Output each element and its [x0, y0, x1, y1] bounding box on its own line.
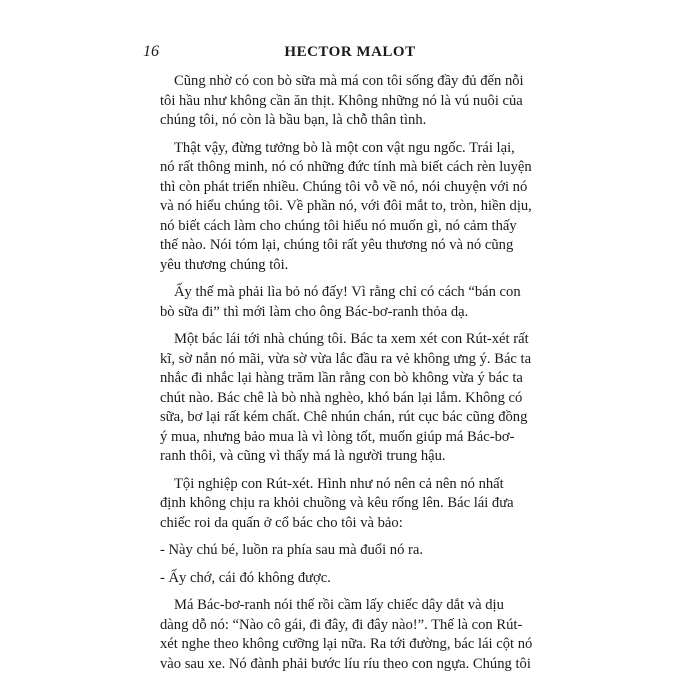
text-line: Một bác lái tới nhà chúng tôi. Bác ta xem xét con Rút-xét rất	[174, 331, 529, 347]
text-line: Thật vậy, đừng tưởng bò là một con vật ngu ngốc. Trái lại,	[174, 139, 515, 156]
dialogue-line	[160, 569, 548, 589]
text-line: - Này chú bé, luồn ra phía sau mà đuổi nó ra.	[160, 542, 424, 558]
text-line: nó biết cách làm cho chúng tôi hiểu nó muốn gì, nó cảm thấy	[160, 217, 517, 234]
text-line: dàng dỗ nó: “Nào cô gái, đi đây, đi đây nào!”. Thế là con Rút-	[160, 616, 523, 633]
dialogue-line	[160, 541, 548, 561]
paragraph	[160, 139, 548, 276]
text-line: sữa, bơ lại rất kém chất. Chê nhún chán, rút cục bác cũng đồng	[160, 409, 528, 425]
text-line: Tội nghiệp con Rút-xét. Hình như nó nên cả nên nó nhất	[174, 475, 504, 492]
text-line: ranh thôi, và cũng vì thấy má là người trung hậu.	[160, 448, 446, 464]
text-line: - Ấy chớ, cái đó không được.	[160, 569, 331, 586]
text-line: và nó hiểu chúng tôi. Về phần nó, với đôi mắt to, tròn, hiền dịu,	[160, 198, 532, 214]
text-line: nhắc đi nhắc lại hàng trăm lần rằng con bò không vừa ý bác ta	[160, 370, 523, 386]
text-line: chúng tôi, nó còn là bầu bạn, là chỗ thân tình.	[160, 112, 427, 128]
text-line: tôi hầu như không cần ăn thịt. Không những nó là vú nuôi của	[160, 92, 523, 109]
text-line: yêu thương chúng tôi.	[160, 256, 289, 273]
text-line: xét nghe theo không cưỡng lại nữa. Ra tới đường, bác lái cột nó	[160, 636, 533, 652]
text-line: chút nào. Bác chê là bò nhà nghèo, khó bán lại lắm. Không có	[160, 389, 523, 406]
paragraph	[160, 330, 548, 467]
text-line: ý mua, nhưng bảo mua là vì lòng tốt, muốn giúp má Bác-bơ-	[160, 428, 515, 445]
page-number: 16	[143, 43, 159, 60]
text-line: bò sữa đi” thì mới làm cho ông Bác-bơ-ranh thỏa dạ.	[160, 303, 469, 320]
text-line: thế nào. Nói tóm lại, chúng tôi rất yêu thương nó và nó cũng	[160, 237, 514, 253]
text-line: kĩ, sờ nắn nó mãi, vừa sờ vừa lắc đầu ra vẻ không ưng ý. Bác ta	[160, 350, 532, 367]
paragraph	[160, 283, 548, 322]
paragraph	[160, 72, 548, 131]
paragraph	[160, 475, 548, 534]
page-header	[143, 42, 557, 62]
text-line: chiếc roi da quấn ở cổ bác cho tôi và bảo:	[160, 514, 403, 531]
text-line: Ấy thế mà phải lìa bỏ nó đấy! Vì rằng chỉ có cách “bán con	[174, 284, 521, 300]
paragraph	[160, 596, 548, 674]
running-title: HECTOR MALOT	[284, 44, 416, 60]
body-text	[160, 72, 548, 682]
text-line: nó rất thông minh, nó có những đức tính mà biết cách rèn luyện	[160, 159, 532, 175]
text-line: vào sau xe. Nó đành phải bước líu ríu theo con ngựa. Chúng tôi	[160, 655, 531, 672]
text-line: định không chịu ra khỏi chuồng và kêu rống lên. Bác lái đưa	[160, 495, 514, 511]
text-line: Má Bác-bơ-ranh nói thế rồi cầm lấy chiếc dây dắt và dịu	[174, 597, 504, 613]
text-line: thì còn phát triển nhiều. Chúng tôi vỗ về nó, nói chuyện với nó	[160, 178, 528, 195]
text-line: Cũng nhờ có con bò sữa mà má con tôi sống đầy đủ đến nỗi	[174, 73, 524, 89]
